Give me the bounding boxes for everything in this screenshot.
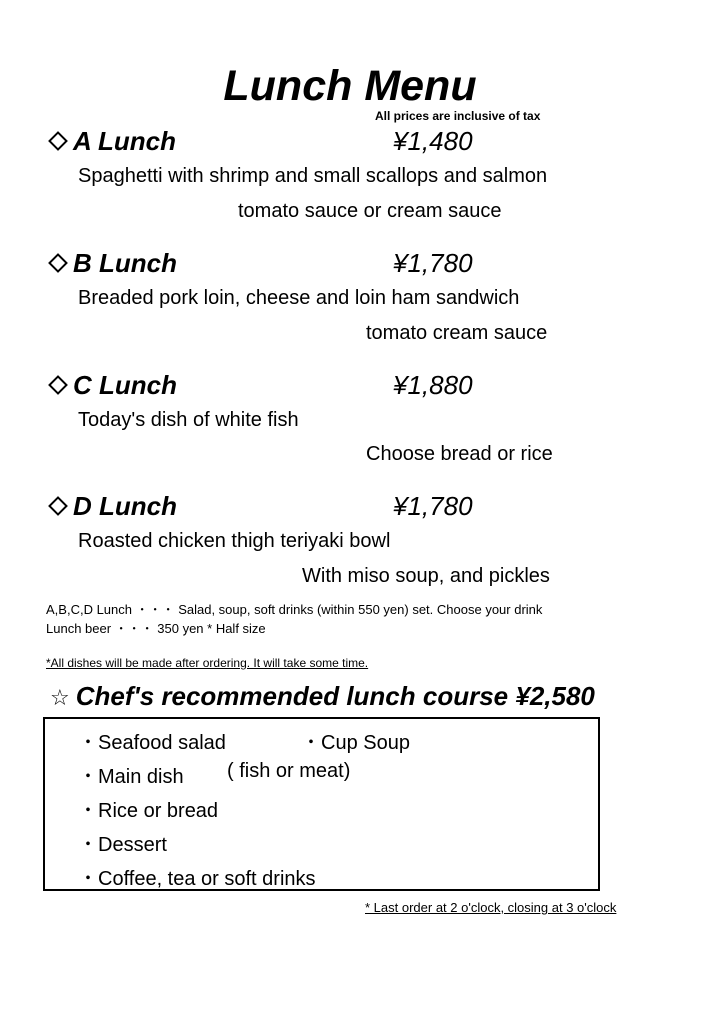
lunch-d-name [48, 491, 177, 522]
course-item-salad: ・Seafood salad [78, 732, 226, 754]
page-title: Lunch Menu [223, 62, 477, 110]
course-item-dessert: ・Dessert [78, 834, 167, 856]
diamond-icon [48, 375, 68, 395]
lunch-d-sides: With miso soup, and pickles [302, 565, 550, 587]
diamond-icon [48, 131, 68, 151]
star-outline-icon: ☆ [50, 685, 70, 710]
lunch-d-price: ¥1,780 [393, 491, 473, 521]
beer-note: Lunch beer ・・・ 350 yen * Half size [46, 621, 266, 636]
lunch-a-name [48, 126, 176, 157]
tax-note: All prices are inclusive of tax [375, 109, 541, 123]
order-note: *All dishes will be made after ordering. It will take some time. [46, 656, 369, 670]
set-note: A,B,C,D Lunch ・・・ Salad, soup, soft drinks (within 550 yen) set. Choose your drink [46, 602, 543, 617]
course-item-rice: ・Rice or bread [78, 800, 219, 822]
lunch-b-sauce: tomato cream sauce [366, 322, 548, 344]
course-item-main-option: ( fish or meat) [227, 760, 351, 782]
lunch-a-sauce: tomato sauce or cream sauce [238, 200, 502, 222]
diamond-icon [48, 253, 68, 273]
lunch-c-option: Choose bread or rice [366, 443, 553, 465]
lunch-b-label: B Lunch [73, 248, 177, 278]
lunch-c-name [48, 370, 177, 401]
lunch-c-desc: Today's dish of white fish [78, 409, 299, 431]
lunch-d-label: D Lunch [73, 491, 177, 521]
course-box [43, 717, 600, 891]
lunch-a-label: A Lunch [73, 126, 177, 156]
lunch-a-price: ¥1,480 [393, 126, 473, 156]
footer-note: * Last order at 2 o'clock, closing at 3 o'clock [365, 900, 617, 915]
course-item-drinks: ・Coffee, tea or soft drinks [78, 868, 316, 890]
lunch-c-price: ¥1,880 [393, 370, 473, 400]
course-heading [50, 681, 595, 712]
lunch-b-name [48, 248, 177, 279]
course-title: Chef's recommended lunch course ¥2,580 [75, 681, 595, 711]
lunch-a-desc: Spaghetti with shrimp and small scallops and salmon [78, 165, 548, 187]
lunch-b-price: ¥1,780 [393, 248, 473, 278]
course-item-soup: ・Cup Soup [301, 732, 410, 754]
lunch-d-desc: Roasted chicken thigh teriyaki bowl [78, 530, 391, 552]
diamond-icon [48, 496, 68, 516]
lunch-c-label: C Lunch [73, 370, 177, 400]
lunch-b-desc: Breaded pork loin, cheese and loin ham sandwich [78, 287, 520, 309]
course-item-main: ・Main dish [78, 766, 184, 788]
